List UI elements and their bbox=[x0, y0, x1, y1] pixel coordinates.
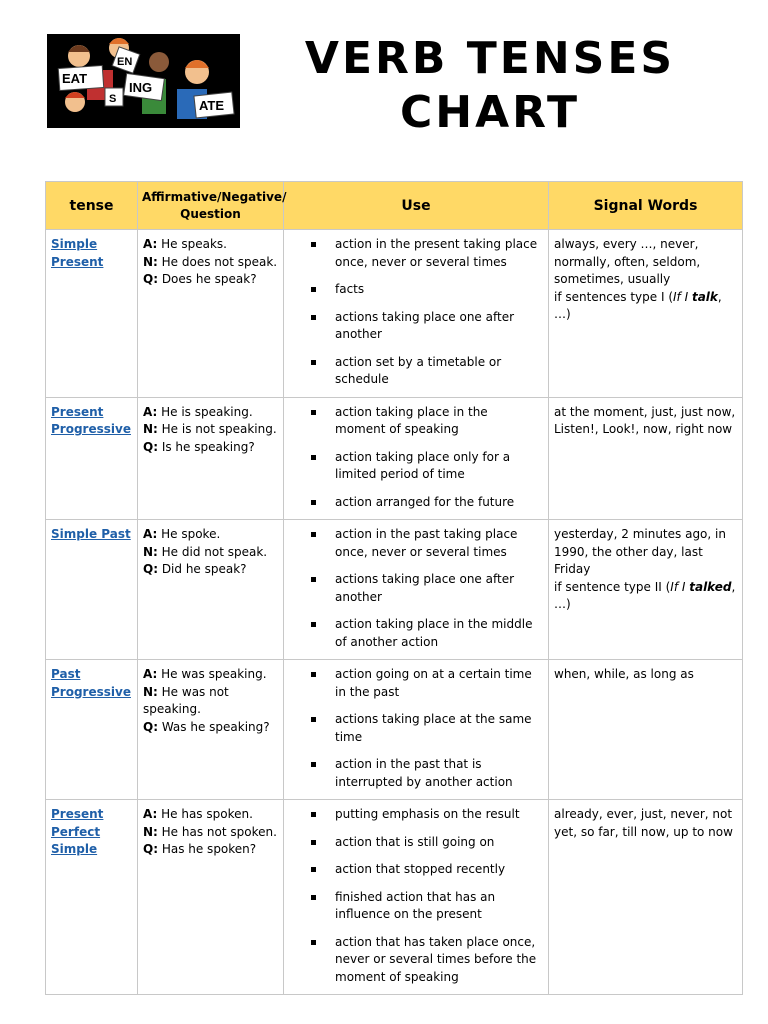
example-key: Q: bbox=[143, 272, 158, 286]
example-text: He speaks. bbox=[157, 237, 227, 251]
example-line bbox=[143, 719, 278, 737]
tense-link[interactable] bbox=[51, 807, 103, 856]
use-list-item: action in the present taking place once, never or several times bbox=[284, 236, 543, 271]
use-list-item: facts bbox=[284, 281, 543, 299]
examples-cell bbox=[138, 660, 284, 800]
example-text: He did not speak. bbox=[157, 544, 268, 559]
examples-cell bbox=[138, 800, 284, 995]
use-cell bbox=[284, 520, 549, 660]
examples-cell bbox=[138, 230, 284, 398]
example-line bbox=[143, 666, 278, 684]
tense-link-word: Present bbox=[51, 807, 104, 821]
examples-cell bbox=[138, 397, 284, 520]
example-key: Q: bbox=[143, 842, 158, 856]
example-text: He has not spoken. bbox=[157, 824, 277, 839]
header-signal-words: Signal Words bbox=[549, 182, 743, 230]
example-text: Does he speak? bbox=[158, 272, 257, 286]
signal-words-cell bbox=[549, 800, 743, 995]
use-list-item: action that has taken place once, never or several times before the moment of speaking bbox=[284, 934, 543, 987]
use-list-item: action taking place only for a limited period of time bbox=[284, 449, 543, 484]
if-sentence-suffix: , …) bbox=[554, 289, 722, 321]
example-text: He has spoken. bbox=[157, 807, 253, 821]
use-cell bbox=[284, 230, 549, 398]
tense-link[interactable] bbox=[51, 667, 131, 699]
table-header-row bbox=[46, 182, 743, 230]
example-text: Is he speaking? bbox=[158, 439, 255, 454]
example-line bbox=[143, 544, 278, 562]
use-cell bbox=[284, 397, 549, 520]
signal-words-cell bbox=[549, 660, 743, 800]
table-row bbox=[46, 660, 743, 800]
if-sentence-italic: If I bbox=[670, 579, 690, 594]
example-text: He is not speaking. bbox=[157, 422, 277, 436]
example-text: He was speaking. bbox=[157, 667, 267, 681]
tense-link-word: Simple bbox=[51, 237, 98, 251]
example-key: N: bbox=[143, 824, 158, 839]
example-key: Q: bbox=[143, 719, 158, 734]
if-sentence-suffix: , …) bbox=[554, 579, 736, 611]
example-line bbox=[143, 684, 278, 719]
use-list bbox=[284, 236, 543, 389]
example-key: Q: bbox=[143, 562, 158, 576]
logo-word-eat: EAT bbox=[62, 71, 88, 86]
use-list-item: actions taking place at the same time bbox=[284, 711, 543, 746]
use-list-item: actions taking place one after another bbox=[284, 571, 543, 606]
use-list bbox=[284, 526, 543, 651]
use-list-item: action in the past taking place once, never or several times bbox=[284, 526, 543, 561]
signal-words-text: when, while, as long as bbox=[554, 667, 694, 681]
table-row bbox=[46, 520, 743, 660]
example-key: N: bbox=[143, 254, 158, 269]
signal-words-text: at the moment, just, just now, Listen!, Look!, now, right now bbox=[554, 404, 736, 436]
table-row bbox=[46, 230, 743, 398]
use-list-item: action set by a timetable or schedule bbox=[284, 354, 543, 389]
example-line bbox=[143, 841, 278, 859]
example-line bbox=[143, 421, 278, 439]
example-line bbox=[143, 561, 278, 579]
example-key: Q: bbox=[143, 439, 158, 454]
example-key: A: bbox=[143, 404, 158, 419]
example-line bbox=[143, 439, 278, 457]
example-line bbox=[143, 236, 278, 254]
examples-cell bbox=[138, 520, 284, 660]
example-line bbox=[143, 271, 278, 289]
if-sentence-italic: If I bbox=[673, 289, 692, 304]
header-affirmative: Affirmative/Negative/ Question bbox=[138, 182, 284, 230]
logo-image bbox=[47, 34, 240, 128]
logo-word-s: S bbox=[109, 93, 117, 105]
header-tense: tense bbox=[46, 182, 138, 230]
if-sentence-verb: talk bbox=[691, 289, 718, 304]
example-key: A: bbox=[143, 807, 158, 821]
example-key: N: bbox=[143, 684, 158, 699]
example-line bbox=[143, 404, 278, 422]
use-list-item: action in the past that is interrupted by another action bbox=[284, 756, 543, 791]
tense-cell bbox=[46, 800, 138, 995]
use-list-item: action arranged for the future bbox=[284, 494, 543, 512]
tense-cell bbox=[46, 660, 138, 800]
tense-cell bbox=[46, 230, 138, 398]
if-sentence-note bbox=[554, 580, 735, 612]
example-line bbox=[143, 806, 278, 824]
example-key: A: bbox=[143, 527, 158, 541]
verb-tenses-table bbox=[45, 181, 743, 995]
use-list-item: action going on at a certain time in the past bbox=[284, 666, 543, 701]
use-cell bbox=[284, 800, 549, 995]
example-text: Has he spoken? bbox=[158, 842, 257, 856]
header-use: Use bbox=[284, 182, 549, 230]
signal-words-text: always, every …, never, normally, often, seldom, sometimes, usually bbox=[554, 237, 701, 286]
tense-link[interactable] bbox=[51, 527, 131, 541]
tense-link-word: Present bbox=[51, 254, 104, 269]
tense-link-word: Simple Past bbox=[51, 527, 131, 541]
signal-words-cell bbox=[549, 520, 743, 660]
tense-link-word: Progressive bbox=[51, 684, 131, 699]
example-line bbox=[143, 824, 278, 842]
signal-words-cell bbox=[549, 230, 743, 398]
title-line-1: VERB TENSES bbox=[304, 33, 676, 84]
tense-link[interactable] bbox=[51, 405, 131, 437]
use-list-item: putting emphasis on the result bbox=[284, 806, 543, 824]
tense-link-word: Progressive bbox=[51, 422, 131, 436]
example-text: He was not speaking. bbox=[143, 684, 233, 716]
use-list-item: finished action that has an influence on the present bbox=[284, 889, 543, 924]
use-list bbox=[284, 404, 543, 512]
signal-words-text: already, ever, just, never, not yet, so far, till now, up to now bbox=[554, 807, 733, 839]
example-key: N: bbox=[143, 544, 158, 559]
use-list-item: actions taking place one after another bbox=[284, 309, 543, 344]
tense-cell bbox=[46, 520, 138, 660]
if-sentence-note bbox=[554, 290, 722, 322]
example-key: N: bbox=[143, 422, 158, 436]
example-key: A: bbox=[143, 237, 158, 251]
example-key: A: bbox=[143, 667, 158, 681]
example-text: Was he speaking? bbox=[158, 719, 270, 734]
tense-link-word: Present bbox=[51, 404, 104, 419]
if-sentence-prefix: if sentence type II ( bbox=[554, 579, 671, 594]
example-text: He does not speak. bbox=[157, 254, 278, 269]
use-list-item: action that stopped recently bbox=[284, 861, 543, 879]
tense-cell bbox=[46, 397, 138, 520]
if-sentence-prefix: if sentences type I ( bbox=[554, 289, 674, 304]
tense-link-word: Perfect bbox=[51, 824, 101, 839]
logo-word-ing: ING bbox=[129, 80, 153, 95]
use-list-item: action that is still going on bbox=[284, 834, 543, 852]
title-line-2: CHART bbox=[399, 87, 581, 138]
use-list bbox=[284, 806, 543, 986]
tense-link-word: Past bbox=[51, 667, 81, 681]
example-line bbox=[143, 254, 278, 272]
use-cell bbox=[284, 660, 549, 800]
logo-word-en: EN bbox=[117, 56, 133, 68]
use-list-item: action taking place in the moment of speaking bbox=[284, 404, 543, 439]
signal-words-text: yesterday, 2 minutes ago, in 1990, the other day, last Friday bbox=[554, 527, 726, 576]
tense-link-word: Simple bbox=[51, 842, 98, 856]
use-list-item: action taking place in the middle of another action bbox=[284, 616, 543, 651]
logo-word-ate: ATE bbox=[199, 98, 225, 113]
tense-link[interactable] bbox=[51, 237, 103, 269]
use-list bbox=[284, 666, 543, 791]
table-row bbox=[46, 397, 743, 520]
example-text: He is speaking. bbox=[157, 404, 253, 419]
table-row bbox=[46, 800, 743, 995]
example-line bbox=[143, 526, 278, 544]
example-text: He spoke. bbox=[157, 527, 221, 541]
if-sentence-verb: talked bbox=[689, 579, 732, 594]
signal-words-cell bbox=[549, 397, 743, 520]
example-text: Did he speak? bbox=[158, 562, 247, 576]
page-title bbox=[290, 32, 690, 140]
